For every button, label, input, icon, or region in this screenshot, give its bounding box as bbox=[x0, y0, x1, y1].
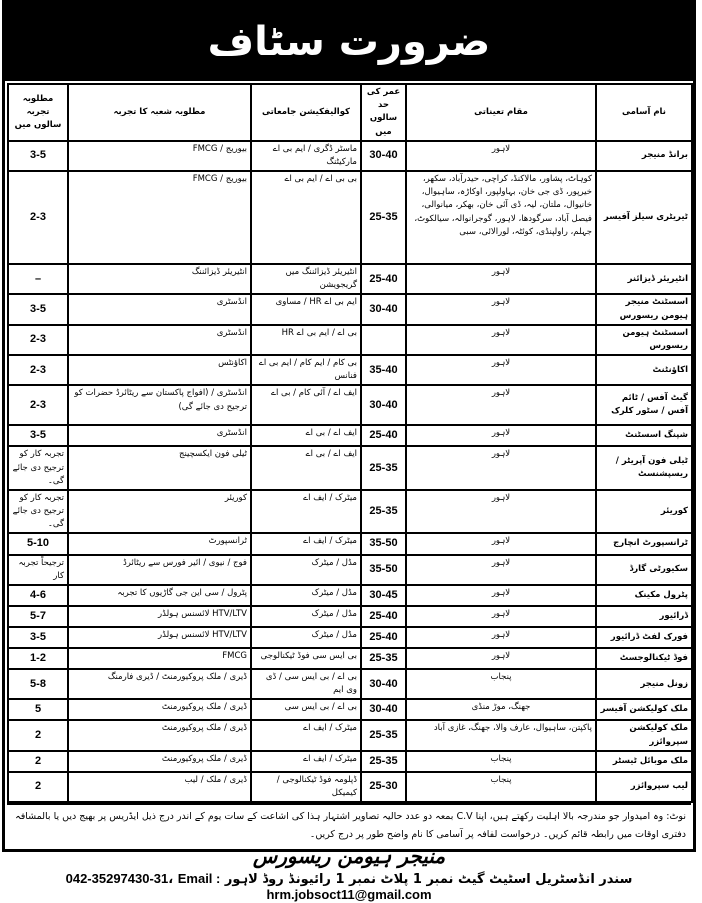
location-cell: کوہاٹ، پشاور، مالاکنڈ، کراچی، حیدرآباد، سکھر، خیرپور، ڈی جی خان، بہاولپور، اوکاڑہ، ساہیوال، خانیوال، ملتان، لیہ، ڈی آئی خان، بھکر، میانوالی، فیصل آباد، سرگودھا، لاہور، گوجرانوالہ، سیالکوٹ، جہلم، راولپنڈی، کوئٹہ، لورالائی، سبی bbox=[406, 171, 596, 264]
table-row bbox=[8, 606, 692, 627]
table-row bbox=[8, 355, 692, 385]
table-row bbox=[8, 141, 692, 171]
experience-years-cell: 2 bbox=[8, 720, 68, 750]
note-text: نوٹ: وہ امیدوار جو مندرجہ بالا اہلیت رکھتے ہیں، اپنا C.V بمعہ دو عدد حالیہ تصاویر اشتہار ہذا کی اشاعت کے سات یوم کے اندر درج ذیل ایڈریس پر بھیج دیں یا بالمشافہ دفتری اوقات میں رابطہ قائم کریں۔ درخواست لفافہ پر آسامی کا نام واضح طور پر درج کریں۔ bbox=[7, 803, 691, 844]
experience-years-cell: 3-5 bbox=[8, 294, 68, 324]
field-experience-cell: انڈسٹری bbox=[68, 425, 251, 446]
table-row bbox=[8, 533, 692, 554]
experience-years-cell: 2-3 bbox=[8, 325, 68, 355]
header-location: مقام تعیناتی bbox=[406, 84, 596, 141]
post-name-cell: ملک موبائل ٹیسٹر bbox=[596, 751, 692, 772]
experience-years-cell: 5-8 bbox=[8, 669, 68, 699]
qualification-cell: بی ایس سی فوڈ ٹیکنالوجی bbox=[251, 648, 361, 669]
location-cell: لاہور bbox=[406, 490, 596, 534]
location-cell: لاہور bbox=[406, 446, 596, 490]
age-limit-cell: 30-40 bbox=[361, 385, 406, 425]
experience-years-cell: ترجیحاً تجربہ کار bbox=[8, 555, 68, 585]
table-row bbox=[8, 264, 692, 294]
table-row bbox=[8, 751, 692, 772]
post-name-cell: گیٹ آفس / ٹائم آفس / سٹور کلرک bbox=[596, 385, 692, 425]
field-experience-cell: اکاؤنٹس bbox=[68, 355, 251, 385]
age-limit-cell: 35-40 bbox=[361, 355, 406, 385]
header-experience-years: مطلوبہ تجربہ سالوں میں bbox=[8, 84, 68, 141]
post-name-cell: انٹیریئر ڈیزائنر bbox=[596, 264, 692, 294]
age-limit-cell: 25-35 bbox=[361, 490, 406, 534]
qualification-cell: بی اے / بی ایس سی bbox=[251, 699, 361, 720]
experience-years-cell: 2 bbox=[8, 772, 68, 802]
location-cell: لاہور bbox=[406, 648, 596, 669]
table-row bbox=[8, 294, 692, 324]
field-experience-cell: بیوریج / FMCG bbox=[68, 171, 251, 264]
location-cell: لاہور bbox=[406, 606, 596, 627]
header-post-name: نام آسامی bbox=[596, 84, 692, 141]
age-limit-cell: 25-30 bbox=[361, 772, 406, 802]
age-limit-cell: 25-40 bbox=[361, 606, 406, 627]
qualification-cell: میٹرک / ایف اے bbox=[251, 720, 361, 750]
post-name-cell: سکیورٹی گارڈ bbox=[596, 555, 692, 585]
email-address[interactable]: Email : hrm.jobsoct11@gmail.com bbox=[177, 871, 432, 903]
qualification-cell: ایف اے / آئی کام / بی اے bbox=[251, 385, 361, 425]
qualification-cell: ایم بی اے HR / مساوی bbox=[251, 294, 361, 324]
field-experience-cell: پٹرول / سی این جی گاڑیوں کا تجربہ bbox=[68, 585, 251, 606]
post-name-cell: ڈرائیور bbox=[596, 606, 692, 627]
table-row bbox=[8, 648, 692, 669]
experience-years-cell: 5-10 bbox=[8, 533, 68, 554]
age-limit-cell: 25-40 bbox=[361, 264, 406, 294]
field-experience-cell: ڈیری / ملک پروکیورمنٹ bbox=[68, 751, 251, 772]
qualification-cell: ڈپلومہ فوڈ ٹیکنالوجی / کیمیکل bbox=[251, 772, 361, 802]
post-name-cell: کوریئر bbox=[596, 490, 692, 534]
post-name-cell: اسسٹنٹ ہیومن ریسورس bbox=[596, 325, 692, 355]
table-row bbox=[8, 699, 692, 720]
experience-years-cell: 2 bbox=[8, 751, 68, 772]
field-experience-cell: انڈسٹری bbox=[68, 325, 251, 355]
location-cell: لاہور bbox=[406, 264, 596, 294]
field-experience-cell: ڈیری / ملک پروکیورمنٹ bbox=[68, 720, 251, 750]
field-experience-cell: بیوریج / FMCG bbox=[68, 141, 251, 171]
age-limit-cell bbox=[361, 325, 406, 355]
experience-years-cell: – bbox=[8, 264, 68, 294]
table-row bbox=[8, 446, 692, 490]
field-experience-cell: ڈیری / ملک پروکیورمنٹ bbox=[68, 699, 251, 720]
age-limit-cell: 30-40 bbox=[361, 669, 406, 699]
location-cell: پنجاب bbox=[406, 669, 596, 699]
age-limit-cell: 25-35 bbox=[361, 720, 406, 750]
location-cell: پنجاب bbox=[406, 772, 596, 802]
age-limit-cell: 25-35 bbox=[361, 648, 406, 669]
field-experience-cell: ڈیری / ملک پروکیورمنٹ / ڈیری فارمنگ bbox=[68, 669, 251, 699]
qualification-cell: انٹیریئر ڈیزائننگ میں گریجویشن bbox=[251, 264, 361, 294]
header-qualification: کوالیفکیشن جامعاتی bbox=[251, 84, 361, 141]
vacancies-table bbox=[7, 83, 693, 803]
table-row bbox=[8, 325, 692, 355]
experience-years-cell: 3-5 bbox=[8, 141, 68, 171]
qualification-cell: میٹرک / ایف اے bbox=[251, 490, 361, 534]
qualification-cell: مڈل / میٹرک bbox=[251, 585, 361, 606]
phone-number: 042-35297430-31 bbox=[65, 871, 169, 887]
field-experience-cell: فوج / نیوی / ائیر فورس سے ریٹائرڈ bbox=[68, 555, 251, 585]
qualification-cell: میٹرک / ایف اے bbox=[251, 533, 361, 554]
qualification-cell: ایف اے / بی اے bbox=[251, 446, 361, 490]
location-cell: پاکپتن، ساہیوال، عارف والا، جھنگ، غازی آباد bbox=[406, 720, 596, 750]
age-limit-cell: 30-40 bbox=[361, 141, 406, 171]
table-row bbox=[8, 385, 692, 425]
qualification-cell: بی کام / ایم کام / ایم بی اے فنانس bbox=[251, 355, 361, 385]
age-limit-cell: 25-35 bbox=[361, 171, 406, 264]
post-name-cell: اسسٹنٹ منیجر ہیومن ریسورس bbox=[596, 294, 692, 324]
location-cell: لاہور bbox=[406, 627, 596, 648]
field-experience-cell: ڈیری / ملک / لیب bbox=[68, 772, 251, 802]
location-cell: لاہور bbox=[406, 555, 596, 585]
experience-years-cell: 5 bbox=[8, 699, 68, 720]
post-name-cell: فوڈ ٹیکنالوجسٹ bbox=[596, 648, 692, 669]
table-row bbox=[8, 627, 692, 648]
qualification-cell: مڈل / میٹرک bbox=[251, 627, 361, 648]
location-cell: لاہور bbox=[406, 141, 596, 171]
experience-years-cell: 2-3 bbox=[8, 385, 68, 425]
contact-line: سندر انڈسٹریل اسٹیٹ گیٹ نمبر 1 پلاٹ نمبر 1 رائیونڈ روڈ لاہور 042-35297430-31، Email : hrm.jobsoct11@gmail.com bbox=[65, 871, 633, 903]
age-limit-cell: 30-40 bbox=[361, 294, 406, 324]
ad-title: ضرورت سٹاف bbox=[207, 19, 491, 65]
table-row bbox=[8, 555, 692, 585]
field-experience-cell: ٹرانسپورٹ bbox=[68, 533, 251, 554]
location-cell: لاہور bbox=[406, 385, 596, 425]
field-experience-cell: FMCG bbox=[68, 648, 251, 669]
experience-years-cell: تجربہ کار کو ترجیح دی جائے گی۔ bbox=[8, 490, 68, 534]
field-experience-cell: انڈسٹری bbox=[68, 294, 251, 324]
table-row bbox=[8, 772, 692, 802]
qualification-cell: میٹرک / ایف اے bbox=[251, 751, 361, 772]
table-row bbox=[8, 171, 692, 264]
header-age-limit: عمر کی حد سالوں میں bbox=[361, 84, 406, 141]
experience-years-cell: 4-6 bbox=[8, 585, 68, 606]
experience-years-cell: 2-3 bbox=[8, 355, 68, 385]
post-name-cell: لیب سپروائزر bbox=[596, 772, 692, 802]
age-limit-cell: 35-50 bbox=[361, 533, 406, 554]
age-limit-cell: 35-50 bbox=[361, 555, 406, 585]
qualification-cell: مڈل / میٹرک bbox=[251, 555, 361, 585]
post-name-cell: شپنگ اسسٹنٹ bbox=[596, 425, 692, 446]
field-experience-cell: ٹیلی فون ایکسچینج bbox=[68, 446, 251, 490]
location-cell: لاہور bbox=[406, 294, 596, 324]
table-row bbox=[8, 490, 692, 534]
qualification-cell: ایف اے / بی اے bbox=[251, 425, 361, 446]
age-limit-cell: 25-35 bbox=[361, 751, 406, 772]
age-limit-cell: 25-35 bbox=[361, 446, 406, 490]
post-name-cell: زونل منیجر bbox=[596, 669, 692, 699]
post-name-cell: ملک کولیکشن سپروائزر bbox=[596, 720, 692, 750]
age-limit-cell: 25-40 bbox=[361, 425, 406, 446]
age-limit-cell: 30-40 bbox=[361, 699, 406, 720]
address: سندر انڈسٹریل اسٹیٹ گیٹ نمبر 1 پلاٹ نمبر 1 رائیونڈ روڈ لاہور bbox=[224, 872, 633, 888]
qualification-cell: بی بی اے / ایم بی اے bbox=[251, 171, 361, 264]
post-name-cell: ملک کولیکشن آفیسر bbox=[596, 699, 692, 720]
post-name-cell: پٹرول مکینک bbox=[596, 585, 692, 606]
experience-years-cell: 3-5 bbox=[8, 425, 68, 446]
qualification-cell: بی اے / بی ایس سی / ڈی وی ایم bbox=[251, 669, 361, 699]
experience-years-cell: 3-5 bbox=[8, 627, 68, 648]
table-row bbox=[8, 669, 692, 699]
field-experience-cell: HTV/LTV لائسنس ہولڈر bbox=[68, 606, 251, 627]
table-row bbox=[8, 425, 692, 446]
job-advertisement bbox=[2, 0, 696, 903]
age-limit-cell: 30-45 bbox=[361, 585, 406, 606]
experience-years-cell: تجربہ کار کو ترجیح دی جائے گی۔ bbox=[8, 446, 68, 490]
table-header-row bbox=[8, 84, 692, 141]
field-experience-cell: انٹیریئر ڈیزائننگ bbox=[68, 264, 251, 294]
experience-years-cell: 2-3 bbox=[8, 171, 68, 264]
signature-manager-hr: منیجر ہیومن ریسورس bbox=[252, 844, 446, 869]
location-cell: جھنگ، موڑ منڈی bbox=[406, 699, 596, 720]
experience-years-cell: 5-7 bbox=[8, 606, 68, 627]
qualification-cell: بی اے / ایم بی اے HR bbox=[251, 325, 361, 355]
location-cell: لاہور bbox=[406, 533, 596, 554]
post-name-cell: ٹیلی فون آپریٹر / ریسپشنسٹ bbox=[596, 446, 692, 490]
table-row bbox=[8, 585, 692, 606]
age-limit-cell: 25-40 bbox=[361, 627, 406, 648]
post-name-cell: فورک لفٹ ڈرائیور bbox=[596, 627, 692, 648]
experience-years-cell: 1-2 bbox=[8, 648, 68, 669]
qualification-cell: ماسٹر ڈگری / ایم بی اے مارکیٹنگ bbox=[251, 141, 361, 171]
location-cell: لاہور bbox=[406, 425, 596, 446]
post-name-cell: ٹرانسپورٹ انچارج bbox=[596, 533, 692, 554]
field-experience-cell: کوریئر bbox=[68, 490, 251, 534]
table-row bbox=[8, 720, 692, 750]
header-field-experience: مطلوبہ شعبہ کا تجربہ bbox=[68, 84, 251, 141]
location-cell: پنجاب bbox=[406, 751, 596, 772]
post-name-cell: ٹیریٹری سیلز آفیسر bbox=[596, 171, 692, 264]
location-cell: لاہور bbox=[406, 355, 596, 385]
qualification-cell: مڈل / میٹرک bbox=[251, 606, 361, 627]
location-cell: لاہور bbox=[406, 585, 596, 606]
title-band bbox=[5, 3, 693, 81]
post-name-cell: برانڈ منیجر bbox=[596, 141, 692, 171]
location-cell: لاہور bbox=[406, 325, 596, 355]
field-experience-cell: انڈسٹری / (افواج پاکستان سے ریٹائرڈ حضرات کو ترجیح دی جائے گی) bbox=[68, 385, 251, 425]
field-experience-cell: HTV/LTV لائسنس ہولڈر bbox=[68, 627, 251, 648]
post-name-cell: اکاؤنٹنٹ bbox=[596, 355, 692, 385]
